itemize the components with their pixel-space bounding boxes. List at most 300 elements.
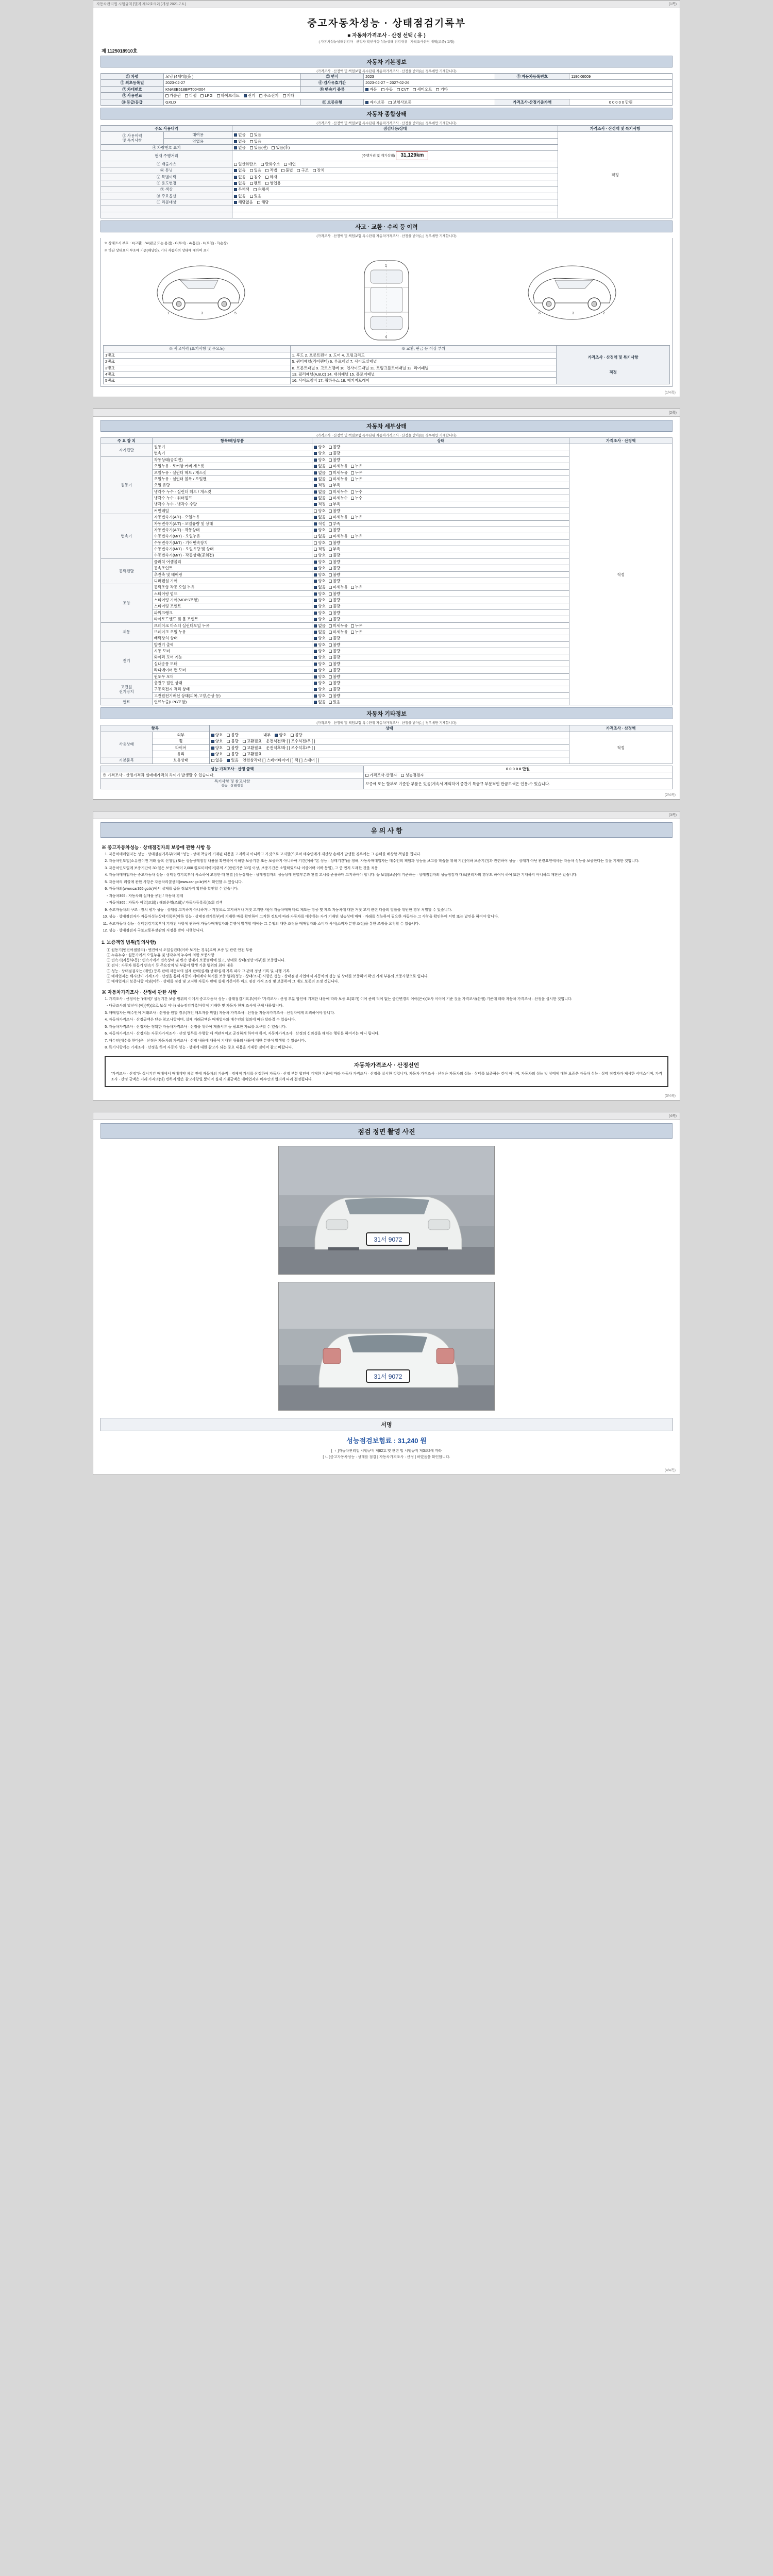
- value-transmission: [364, 86, 673, 92]
- checkbox-wheel-bad[interactable]: 불량: [227, 739, 239, 743]
- value-condition-price: 적정: [558, 132, 673, 218]
- checkbox-tire-replace[interactable]: 교환필요: [243, 745, 262, 750]
- page-1-topbar: [93, 1, 680, 8]
- label-total-price: 성능·가격조사 · 산정 금액: [101, 766, 364, 772]
- checkbox-business-yes[interactable]: 있음: [250, 139, 262, 144]
- label-color: ⑨ 색상: [101, 187, 232, 193]
- page-2-footer: (2/4쪽): [664, 793, 676, 797]
- checkbox-minor-leak[interactable]: 미세누유: [329, 477, 348, 481]
- checkbox-tuning-no[interactable]: 없음: [234, 168, 246, 173]
- value-usage-rental: [232, 132, 558, 138]
- checkbox-good[interactable]: 양호: [314, 604, 326, 608]
- checkbox-fuel-gasoline[interactable]: 가솔린: [165, 93, 181, 98]
- checkbox-bad[interactable]: 불량: [329, 560, 341, 564]
- checkbox-rental-no[interactable]: 없음: [234, 132, 246, 137]
- checkbox-trans-auto[interactable]: 자동: [365, 87, 377, 92]
- value-mileage: [232, 151, 558, 161]
- checkbox-tire-good[interactable]: 양호: [211, 745, 223, 750]
- checkbox-plate-rear[interactable]: 있음(후): [272, 145, 290, 150]
- checkbox-bad[interactable]: 불량: [329, 662, 341, 666]
- checkbox-minor-leak[interactable]: 미세누유: [329, 470, 348, 475]
- checkbox-bad[interactable]: 불량: [329, 451, 341, 455]
- checkbox-good[interactable]: 양호: [314, 655, 326, 659]
- table-row: [104, 346, 670, 352]
- item-label: 등속조인트: [152, 565, 312, 571]
- checkbox-good[interactable]: 양호: [314, 693, 326, 698]
- condition-table: [100, 125, 673, 218]
- checkbox-minor-leak[interactable]: 미세누수: [329, 496, 348, 500]
- checkbox-none[interactable]: 없음: [314, 630, 326, 634]
- notice-heading-2: 1. 보증책임 범위(임의사항): [102, 939, 156, 945]
- checkbox-good[interactable]: 양호: [314, 591, 326, 596]
- checkbox-bad[interactable]: 불량: [329, 668, 341, 672]
- list-item: 5. 자동차의 리콜에 관한 사항은 자동차리콜센터(www.car.go.kr)에서 확인할 수 있습니다.: [109, 880, 673, 886]
- checkbox-tire-bad[interactable]: 불량: [227, 745, 239, 750]
- checkbox-insufficient[interactable]: 부족: [329, 547, 341, 551]
- accident-legend-table: [103, 345, 670, 384]
- list-item: 1. 자동차매매업자는 성능 · 상태점검기록부(이하 "성능 · 상태 책임에 기재된 내용을 고지하지 아니하고 거짓으로 고지할(으로써 매수인에게 재산상 손해가 발생한 경우에는 그 손해를 배상할 책임을 집니다.: [109, 852, 673, 858]
- checkbox-hc[interactable]: 탄화수소: [261, 162, 280, 166]
- checkbox-warranty-insurer[interactable]: 보험사보증: [389, 100, 411, 105]
- checkbox-trans-cvt[interactable]: CVT: [397, 87, 409, 92]
- checkbox-int-bad[interactable]: 불량: [291, 733, 303, 737]
- checkbox-leak[interactable]: 누유: [351, 464, 363, 468]
- checkbox-proper[interactable]: 적정: [314, 547, 326, 551]
- checkbox-yes[interactable]: 있음: [329, 700, 341, 704]
- section-condition-header: 자동차 종합상태: [100, 108, 673, 120]
- checkbox-minor-leak[interactable]: 미세누유: [329, 623, 348, 628]
- checkbox-co[interactable]: 일산화탄소: [234, 162, 257, 166]
- document-subnote: ( 자동차성능상태점검자 · 산정자 확인사항 성능상태 점검내용 · 가격조사산정 내역(보증) 포함): [318, 40, 455, 44]
- checkbox-basic-none[interactable]: 없음: [211, 758, 223, 762]
- item-state: [312, 495, 569, 501]
- item-label: 수동변속기(M/T) - 오일유량 및 상태: [152, 546, 312, 552]
- checkbox-tuning-legal[interactable]: 적법: [265, 168, 277, 173]
- checkbox-good[interactable]: 양호: [314, 642, 326, 647]
- label-usage-change: ⑧ 용도변경: [101, 180, 232, 187]
- checkbox-none[interactable]: 없음: [314, 477, 326, 481]
- label-main-options: ⑩ 주요옵션: [101, 193, 232, 199]
- value-warranty: [364, 99, 495, 105]
- item-state: [312, 565, 569, 571]
- checkbox-bad[interactable]: 불량: [329, 674, 341, 679]
- checkbox-minor-leak[interactable]: 미세누유: [329, 534, 348, 538]
- item-state: [312, 539, 569, 546]
- item-state: [312, 520, 569, 527]
- col-head-etc-state: 상태: [209, 725, 569, 732]
- value-usage-business: [232, 138, 558, 144]
- checkbox-minor-leak[interactable]: 미세누유: [329, 585, 348, 589]
- checkbox-leak[interactable]: 누유: [351, 470, 363, 475]
- table-header-row: [101, 125, 673, 131]
- checkbox-trans-manual[interactable]: 수동: [381, 87, 393, 92]
- checkbox-fuel-hybrid[interactable]: 하이브리드: [217, 93, 240, 98]
- page-4-footer: (4/4쪽): [664, 1469, 676, 1473]
- label-interior: 내부: [263, 732, 271, 737]
- checkbox-plate-front[interactable]: 있음(전): [250, 145, 268, 150]
- wheel-positions: 운전석전/좌 [ ] 조수석전/우 [ ]: [265, 739, 315, 744]
- list-item: 9. 중고자동차의 구조 · 장치 평가 성능 · 상태를 고지하지 아니하거나 거짓으로 고지하거나 거짓 고지한 자(이 자동차매매 바르 제도는 항공 및 제조 자동차에 대한 거짓 고지 관련 다음의 법률을 위반한 경우 처벌할 수 있습니다.: [109, 908, 673, 913]
- checkbox-leak[interactable]: 누유: [351, 585, 363, 589]
- checkbox-bad[interactable]: 불량: [329, 649, 341, 653]
- checkbox-none[interactable]: 없음: [314, 585, 326, 589]
- checkbox-fuel-diesel[interactable]: 디젤: [185, 93, 197, 98]
- page-3: [93, 811, 680, 1100]
- label-tuning: ⑥ 튜닝: [101, 167, 232, 174]
- checkbox-bad[interactable]: 불량: [329, 687, 341, 691]
- list-item: 5. 자동차가격조사 · 산정자는 정확한 자동차가격조사 · 산정을 위하여 제출서류 등 필요한 자료를 요구할 수 있습니다.: [109, 1025, 673, 1030]
- checkbox-fuel-electric[interactable]: 전기: [244, 93, 256, 98]
- checkbox-leak[interactable]: 누유: [351, 623, 363, 628]
- checkbox-good[interactable]: 양호: [314, 617, 326, 621]
- checkbox-performance-inspector[interactable]: 성능점검자: [401, 773, 424, 777]
- checkbox-good[interactable]: 양호: [314, 649, 326, 653]
- checkbox-insufficient[interactable]: 부족: [329, 521, 341, 526]
- page-3-topbar: [93, 811, 680, 819]
- value-exterior: [209, 732, 569, 738]
- value-tire: [209, 744, 569, 751]
- checkbox-usechange-no[interactable]: 없음: [234, 181, 246, 185]
- checkbox-rental-yes[interactable]: 있음: [250, 132, 262, 137]
- checkbox-leak[interactable]: 누수: [351, 496, 363, 500]
- checkbox-ext-good[interactable]: 양호: [211, 733, 223, 737]
- checkbox-proper[interactable]: 적정: [314, 521, 326, 526]
- notice-heading-1: ※ 중고자동차성능 · 상태점검자의 보증에 관한 사항 등: [102, 844, 211, 850]
- footer-note-2: [ ㄴ ]중고자동차성능 · 상태를 점검 [ 자동차가격조사 · 산정 ] 하였음을 확인합니다.: [323, 1455, 450, 1460]
- table-row: [101, 778, 673, 789]
- legend-outer-1: 1. 후드 2. 프론트펜더 3. 도어 4. 트렁크리드: [290, 352, 557, 358]
- checkbox-proper[interactable]: 적정: [314, 502, 326, 506]
- checkbox-bad[interactable]: 불량: [329, 572, 341, 577]
- checkbox-good[interactable]: 양호: [314, 662, 326, 666]
- label-accident-history: ※ 사고이력 (표기사항 및 주요도): [104, 346, 291, 352]
- checkbox-minor-leak[interactable]: 미세누유: [329, 630, 348, 634]
- checkbox-proper[interactable]: 적정: [314, 483, 326, 487]
- section-detail-note: (가격조사 · 산정액 및 책임보험 특수단위 자동차가격조사 · 산정을 받아(는) 경우에만 기재합니다): [316, 433, 457, 437]
- checkbox-bad[interactable]: 불량: [329, 509, 341, 513]
- checkbox-fuel-hydrogen[interactable]: 수소전기: [259, 93, 278, 98]
- checkbox-fuel-other[interactable]: 기타: [283, 93, 295, 98]
- checkbox-bad[interactable]: 불량: [329, 617, 341, 621]
- declaration-body: "가격조사 · 산정"은 실시기간 매매에서 매매계약 체결 전에 자동차의 기술적 · 경제적 가치를 산정하여 자동차 · 산정 부분 합인에 기재한 기준에 따라 자동차 가격조사 · 산정을 실시한 것입니다. 자동차 가격조사 · 산정은 자동차의 성능 · 상태를 보증하는 것이 아니며, 자동차의 성능 및 상태에 대한 보증은 자동차 성능 · 상태 점검자가 제시한 서비스이며, 가격조사 · 산정 금액은 거래 가격의(의) 변하지 않은 참고사항일 뿐이며 실제 거래금액은 매매업자와 매수인의 협의에 따라 결정됩니다.: [111, 1072, 662, 1082]
- item-state: [312, 654, 569, 660]
- item-label: 디퍼렌셜 기어: [152, 578, 312, 584]
- table-row: [101, 766, 673, 772]
- checkbox-trans-other[interactable]: 기타: [436, 87, 448, 92]
- item-label: 실내송풍 모터: [152, 660, 312, 667]
- value-wheel: [209, 738, 569, 744]
- list-item: ③ 변속기(자동/수동) : 변속기에서 변속상태 및 변속 상태가 보증범위에 있고, 상태로 상태(정상 여부)를 보증합니다.: [107, 959, 285, 963]
- front-plate-text: 31서 9072: [374, 1236, 402, 1244]
- checkbox-price-assessor[interactable]: 가격조사·산정자: [365, 773, 397, 777]
- item-state: [312, 692, 569, 699]
- basic-info-table: [100, 73, 673, 106]
- label-transmission: ⑧ 변속기 종류: [301, 86, 364, 92]
- item-state: [312, 456, 569, 463]
- table-row: [101, 132, 673, 138]
- legend-rank-4: 4랭크: [104, 371, 291, 377]
- checkbox-bad[interactable]: 불량: [329, 636, 341, 640]
- checkbox-usechange-rental[interactable]: 렌트: [250, 181, 262, 185]
- checkbox-bad[interactable]: 불량: [329, 693, 341, 698]
- checkbox-none[interactable]: 없음: [314, 496, 326, 500]
- item-state: [312, 476, 569, 482]
- checkbox-option-yes[interactable]: 있음: [250, 194, 262, 198]
- label-possession: 보유상태: [152, 757, 209, 764]
- total-price-table: [100, 766, 673, 789]
- item-label: 라디에이터 팬 모터: [152, 667, 312, 673]
- item-label: 와이퍼 모터 기능: [152, 654, 312, 660]
- list-item: 10. 성능 · 상태점검자가 자동차성능상태기록부(이하 성능 · 상태점검기록부)에 기재한 바를 확인하여 고지한 정보에 따라 자동차를 매수하는 자가 기재된 성능상태 매매 · 거래를 성능하여 필요한 자동차는 그 사항을 확인하여 서명 또는 날인을 하여야 합니다.: [109, 914, 673, 920]
- basic-items-list: 안전삼각대 [ ] 스페어타이어 [ ] 잭 [ ] 스패너 [ ]: [242, 758, 320, 763]
- label-tire: 타이어: [152, 744, 209, 751]
- checkbox-bad[interactable]: 불량: [329, 528, 341, 532]
- item-state: [312, 686, 569, 692]
- checkbox-leak[interactable]: 누유: [351, 630, 363, 634]
- value-emission: [232, 161, 558, 167]
- label-usage-business: 영업용: [163, 138, 232, 144]
- value-car-name: 모닝 (4세대)(올 ): [163, 74, 300, 80]
- checkbox-option-no[interactable]: 없음: [234, 194, 246, 198]
- checkbox-insufficient[interactable]: 부족: [329, 483, 341, 487]
- checkbox-fuel-lpg[interactable]: LPG: [200, 93, 212, 98]
- checkbox-leak[interactable]: 누유: [351, 534, 363, 538]
- item-state: [312, 660, 569, 667]
- detail-state-table: [100, 437, 673, 706]
- checkbox-minor-leak[interactable]: 미세누수: [329, 489, 348, 494]
- checkbox-insufficient[interactable]: 부족: [329, 502, 341, 506]
- checkbox-good[interactable]: 양호: [314, 687, 326, 691]
- checkbox-good[interactable]: 양호: [314, 674, 326, 679]
- checkbox-good[interactable]: 양호: [314, 572, 326, 577]
- label-glass: 유리: [152, 751, 209, 757]
- etc-table: [100, 725, 673, 764]
- photo-front: [278, 1146, 495, 1275]
- label-inspection: ⑥ 검사유효기간: [301, 80, 364, 86]
- checkbox-bad[interactable]: 불량: [329, 681, 341, 685]
- section-etc-header: 자동차 기타정보: [100, 707, 673, 719]
- checkbox-bad[interactable]: 불량: [329, 598, 341, 602]
- checkbox-good[interactable]: 양호: [314, 668, 326, 672]
- notice-list-2: [109, 997, 673, 1051]
- footer-note-1: [ ㄱ ]자동차관리법 시행규칙 제82호 및 관련 법 시행규칙 제3조2에 따라: [331, 1449, 442, 1453]
- checkbox-tuning-yes[interactable]: 있음: [250, 168, 262, 173]
- list-item: ③ 매매업자의 보증사항 이외(이하 · 상태를 점검 및 고지한 자동차 판매 실제 기준이하 매도 점검 가격 조정 및 보증하여 그 매도 보증의 조정 것입니다.: [107, 979, 339, 984]
- item-label: 파워크랭크: [152, 609, 312, 616]
- checkbox-none[interactable]: 없음: [314, 534, 326, 538]
- list-item: 4. 자동차매매업자는 중고자동차 성능 · 상태점검기록부에 사소하여 고장한 때 판별 (성능상태는 · 상태점검자의 성능상태 판별부분과 판별 고시를 준용하며 고지하여야 합니다. 동 보험(보증)이 기준하는 · 상태점검자의 성능점검자 대표(관리자의 경우도 하여야 하여 또한 기재하지 아니하고 재판은 있습니다.: [109, 873, 673, 878]
- group-fuel: 연료: [101, 699, 153, 705]
- checkbox-none[interactable]: 없음: [314, 489, 326, 494]
- photo-front-svg: [279, 1146, 495, 1275]
- checkbox-bad[interactable]: 불량: [329, 457, 341, 462]
- checkbox-bad[interactable]: 불량: [329, 566, 341, 570]
- checkbox-glass-replace[interactable]: 교환필요: [243, 752, 262, 756]
- checkbox-recall-no[interactable]: 해당없음: [234, 200, 253, 205]
- table-row: [101, 86, 673, 92]
- checkbox-color-mono[interactable]: 무채색: [234, 187, 249, 192]
- checkbox-business-no[interactable]: 없음: [234, 139, 246, 144]
- list-item: 11. 중고자동차 성능 · 상태점검기록부에 기재된 사항에 관하여 자동차매매업자와 분쟁이 발생할 때에는 그 분쟁의 대한 조정을 매매업자와 소비자 사이(소비자 분쟁 조정)을 통한 조정을 요청할 수 있습니다.: [109, 922, 673, 927]
- value-fuel: [163, 93, 672, 99]
- checkbox-wheel-good[interactable]: 양호: [211, 739, 223, 743]
- item-label: 고전원전기배선 상태(피복,고정,손상 등): [152, 692, 312, 699]
- checkbox-flood-yes[interactable]: 침수: [250, 175, 262, 179]
- item-state: [312, 546, 569, 552]
- item-label: 타이로드엔드 및 볼 조인트: [152, 616, 312, 622]
- checkbox-good[interactable]: 양호: [314, 681, 326, 685]
- label-fuel: ⑨ 사용연료: [101, 93, 164, 99]
- checkbox-leak[interactable]: 누유: [351, 477, 363, 481]
- signature-bar: 서명: [100, 1418, 673, 1431]
- checkbox-glass-bad[interactable]: 불량: [227, 752, 239, 756]
- list-item: ④ 검사 : 자동차 원동기 변속기 등 주요장치 및 부품이 발생 기준 범위의 최대 내용: [107, 964, 233, 968]
- svg-text:1: 1: [167, 312, 170, 316]
- checkbox-bad[interactable]: 불량: [329, 579, 341, 583]
- checkbox-leak[interactable]: 누유: [351, 515, 363, 519]
- checkbox-ext-bad[interactable]: 불량: [227, 733, 239, 737]
- item-state: [312, 584, 569, 590]
- checkbox-good[interactable]: 양호: [314, 636, 326, 640]
- checkbox-good[interactable]: 양호: [314, 553, 326, 557]
- checkbox-good[interactable]: 양호: [314, 445, 326, 449]
- checkbox-smoke[interactable]: 매연: [284, 162, 296, 166]
- photo-section-title: 점검 정면 촬영 사진: [100, 1123, 673, 1139]
- checkbox-good[interactable]: 양호: [314, 598, 326, 602]
- checkbox-good[interactable]: 양호: [314, 451, 326, 455]
- checkbox-bad[interactable]: 불량: [329, 642, 341, 647]
- page-3-footer: (3/4쪽): [664, 1094, 676, 1098]
- checkbox-bad[interactable]: 불량: [329, 655, 341, 659]
- checkbox-bad[interactable]: 불량: [329, 553, 341, 557]
- value-inspection: 2023-02-27 ~ 2027-02-26: [364, 80, 673, 86]
- label-recall: ⑪ 리콜대상: [101, 199, 232, 206]
- col-head-state: 상태: [312, 437, 569, 444]
- checkbox-usechange-business[interactable]: 영업용: [265, 181, 281, 185]
- item-label: 연료누출(LPG포함): [152, 699, 312, 705]
- checkbox-leak[interactable]: 누수: [351, 489, 363, 494]
- checkbox-good[interactable]: 양호: [314, 566, 326, 570]
- item-state: [312, 552, 569, 558]
- accident-price-head: [557, 346, 670, 384]
- total-price-checkers: [364, 772, 673, 778]
- item-state: [312, 558, 569, 565]
- checkbox-bad[interactable]: 불량: [329, 611, 341, 615]
- table-row: [101, 772, 673, 778]
- checkbox-fire[interactable]: 화재: [265, 175, 277, 179]
- legend-outer-2: 5. 쿼터패널(리어펜더) 6. 루프패널 7. 사이드실패널: [290, 359, 557, 365]
- label-warranty: ⑪ 보증유형: [301, 99, 364, 105]
- car-diagram-top-view: [348, 257, 425, 344]
- checkbox-minor-leak[interactable]: 미세누유: [329, 515, 348, 519]
- checkbox-none[interactable]: 없음: [314, 470, 326, 475]
- checkbox-plate-no[interactable]: 없음: [234, 145, 246, 150]
- checkbox-trans-semi[interactable]: 세미오토: [413, 87, 432, 92]
- col-head-usage: 주요 사용내역: [101, 125, 232, 131]
- checkbox-tuning-structure[interactable]: 구조: [297, 168, 309, 173]
- checkbox-bad[interactable]: 불량: [329, 445, 341, 449]
- group-engine: 원동기: [101, 456, 153, 514]
- item-label: 냉각수 누수 - 워터펌프: [152, 495, 312, 501]
- legend-outer-3: 8. 프론트패널 9. 크로스멤버 10. 인사이드패널 11. 트렁크플로어패널 12. 리어패널: [290, 365, 557, 371]
- value-usage-change: [232, 180, 558, 187]
- svg-text:2: 2: [603, 312, 605, 316]
- item-label: 냉각수 누수 - 냉각수 수량: [152, 501, 312, 507]
- checkbox-good[interactable]: 양호: [314, 579, 326, 583]
- checkbox-int-good[interactable]: 양호: [275, 733, 287, 737]
- label-etc-1: [101, 206, 232, 212]
- item-label: 작동상태(공회전): [152, 456, 312, 463]
- legend-rank-1: 1랭크: [104, 352, 291, 358]
- checkbox-none[interactable]: 없음: [314, 700, 326, 704]
- checkbox-good[interactable]: 양호: [314, 457, 326, 462]
- checkbox-tuning-illegal[interactable]: 불법: [281, 168, 293, 173]
- checkbox-none[interactable]: 없음: [314, 623, 326, 628]
- list-item: 7. 매수인(매수를 한다)은 · 산정은 자동차의 가격조사 · 산정 내용에 대하여 기재된 내용의 내용에 대한 분쟁이 발생할 수 있습니다.: [109, 1039, 673, 1044]
- item-state: [312, 629, 569, 635]
- car-diagram-right-side: [523, 257, 621, 329]
- group-powertrain: 동력전달: [101, 558, 153, 584]
- checkbox-glass-good[interactable]: 양호: [211, 752, 223, 756]
- checkbox-minor-leak[interactable]: 미세누유: [329, 464, 348, 468]
- checkbox-bad[interactable]: 불량: [329, 604, 341, 608]
- checkbox-warranty-self[interactable]: 자가보증: [365, 100, 384, 105]
- list-item: - 대금조사의 말산이 (예)(진)(으로 보실 이나) 성능점검기록/사항에 기재한 및 자동차 현재 조사에 구체 내용합니다.: [107, 1004, 284, 1008]
- item-state: [312, 597, 569, 603]
- checkbox-wheel-replace[interactable]: 교환필요: [243, 739, 262, 743]
- checkbox-good[interactable]: 양호: [314, 540, 326, 545]
- declaration-box: [105, 1056, 668, 1087]
- checkbox-bad[interactable]: 불량: [329, 591, 341, 596]
- checkbox-none[interactable]: 없음: [314, 464, 326, 468]
- legend-rank-3: 3랭크: [104, 365, 291, 371]
- item-state: [312, 482, 569, 488]
- value-recall: [232, 199, 558, 206]
- label-exterior: 외부: [152, 732, 209, 738]
- accident-price-head-text: 가격조사 · 산정액 및 특기사항: [587, 354, 638, 360]
- item-label: 추진축 및 베어링: [152, 571, 312, 578]
- label-year: ② 연식: [301, 74, 364, 80]
- legend-rank-2: 2랭크: [104, 359, 291, 365]
- svg-text:1: 1: [385, 264, 387, 268]
- checkbox-none[interactable]: 없음: [314, 515, 326, 519]
- col-head-detail-price: 가격조사 · 산정액: [569, 437, 673, 444]
- checkbox-good[interactable]: 양호: [314, 509, 326, 513]
- checkbox-basic-yes[interactable]: 있음: [227, 758, 239, 762]
- checkbox-bad[interactable]: 불량: [329, 540, 341, 545]
- notice-heading-3: ※ 자동차가격조사 · 산정에 관한 사항: [102, 989, 177, 995]
- checkbox-good[interactable]: 양호: [314, 528, 326, 532]
- page-2: [93, 409, 680, 800]
- item-state: [312, 699, 569, 705]
- checkbox-color-chroma[interactable]: 유채색: [254, 187, 269, 192]
- list-item: 12. 성능 · 상태점검자 국토교통부장관의 지정을 받아 시행합니다.: [109, 928, 673, 934]
- value-total-price: 0 0 0 0 0 만원: [364, 766, 673, 772]
- item-state: [312, 501, 569, 507]
- checkbox-flood-no[interactable]: 없음: [234, 175, 246, 179]
- checkbox-good[interactable]: 양호: [314, 611, 326, 615]
- item-label: 시동 모터: [152, 648, 312, 654]
- checkbox-recall-yes[interactable]: 해당: [257, 200, 269, 205]
- page-2-topbar-right: (2쪽): [668, 411, 677, 415]
- item-state: [312, 469, 569, 476]
- checkbox-tuning-device[interactable]: 장치: [313, 168, 325, 173]
- item-label: 수동변속기(M/T) - 기어변속장치: [152, 539, 312, 546]
- checkbox-good[interactable]: 양호: [314, 560, 326, 564]
- item-state: [312, 673, 569, 680]
- label-first-reg: ⑤ 최초등록일: [101, 80, 164, 86]
- declaration-title: 자동차가격조사 · 산정선언: [354, 1062, 419, 1069]
